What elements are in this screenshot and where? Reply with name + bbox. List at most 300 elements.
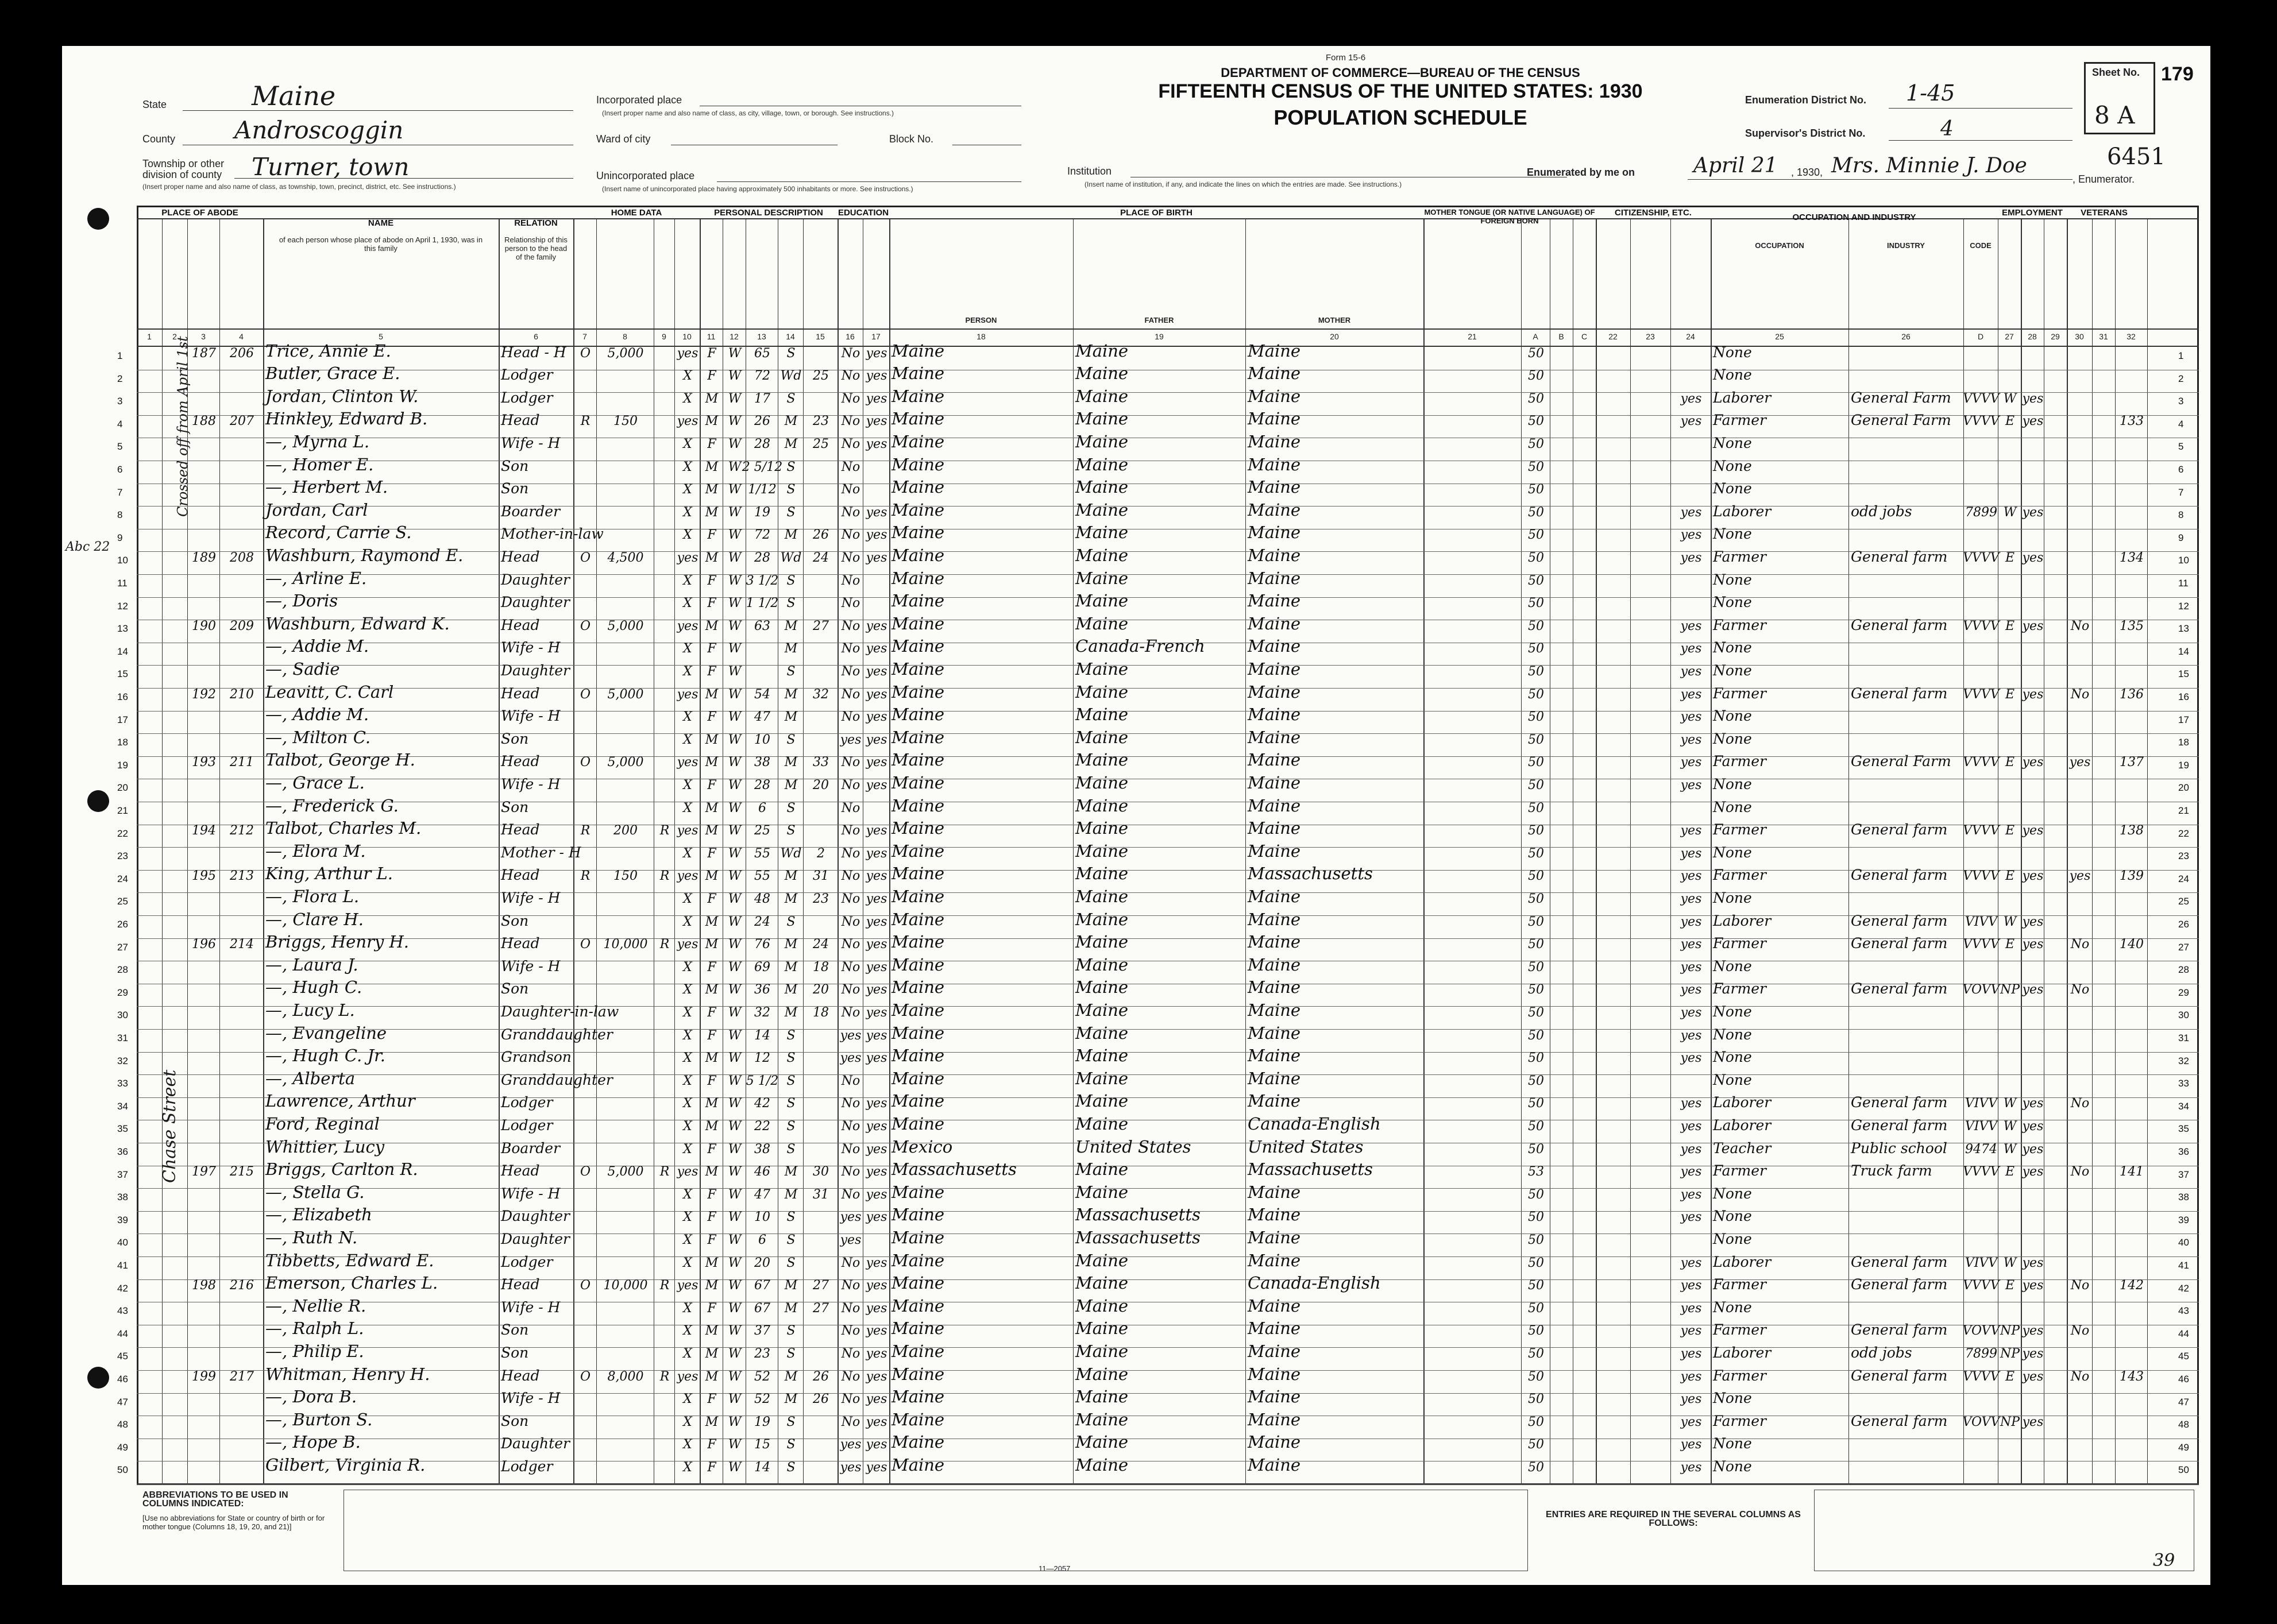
cell-fpob: Maine xyxy=(1075,1250,1129,1270)
cell-sch: No xyxy=(841,1369,860,1384)
cell-read: yes xyxy=(866,1460,887,1475)
cell-read: yes xyxy=(866,755,887,770)
table-row xyxy=(62,886,2210,908)
cell-farm: X xyxy=(683,891,692,906)
cell-farm: X xyxy=(683,1119,692,1134)
cell-sex: F xyxy=(707,528,716,543)
cell-mpob: Maine xyxy=(1248,1227,1301,1247)
cell-cls xyxy=(2000,658,2020,681)
line-number: 40 xyxy=(2178,1237,2189,1248)
cell-own xyxy=(576,477,595,500)
cell-emp xyxy=(2023,1181,2043,1204)
cell-am: 18 xyxy=(813,1005,829,1020)
cell-pob: Maine xyxy=(891,932,945,952)
cell-race: W xyxy=(728,346,742,361)
table-row xyxy=(62,1295,2210,1318)
cell-ms: S xyxy=(786,1255,796,1270)
cell-fpob: Maine xyxy=(1075,591,1129,611)
cell-fpob: Maine xyxy=(1075,545,1129,565)
cell-cls xyxy=(2000,772,2020,795)
cell-radio xyxy=(656,1091,673,1113)
cell-pob: Maine xyxy=(891,1341,945,1361)
cell-vet xyxy=(2069,818,2091,841)
cell-farm: X xyxy=(683,846,692,861)
cell-sex: M xyxy=(705,1369,719,1384)
cell-sex: M xyxy=(705,1346,719,1361)
cell-eng: yes xyxy=(1680,1278,1702,1293)
cell-fs xyxy=(2117,1295,2146,1318)
column-number: 17 xyxy=(871,332,881,341)
cell-own xyxy=(576,999,595,1022)
cell-sch: No xyxy=(841,641,860,656)
cell-am: 31 xyxy=(813,1187,829,1202)
cell-ocode: VVVV xyxy=(1963,755,2000,770)
cell-dw xyxy=(190,772,218,795)
cell-fs xyxy=(2117,1091,2146,1113)
cell-mpob: Maine xyxy=(1248,1068,1301,1088)
cell-read: yes xyxy=(866,778,887,792)
cell-fam xyxy=(222,1136,262,1159)
cell-am: 33 xyxy=(813,755,829,770)
cell-dw xyxy=(190,704,218,727)
cell-vet xyxy=(2069,1136,2091,1159)
cell-farm: X xyxy=(683,1324,692,1339)
cell-read: yes xyxy=(866,1119,887,1134)
cell-sch: No xyxy=(841,914,860,929)
cell-sch: No xyxy=(841,1165,860,1180)
column-number: 25 xyxy=(1775,332,1784,341)
cell-ocode xyxy=(1966,726,1997,749)
column-number: 32 xyxy=(2127,332,2136,341)
cell-own xyxy=(576,1386,595,1409)
cell-sex: F xyxy=(707,1028,716,1043)
cell-val xyxy=(599,1432,653,1455)
table-row xyxy=(62,385,2210,408)
cell-emp xyxy=(2023,431,2043,454)
cell-mpob: Maine xyxy=(1248,364,1301,384)
cell-rel: Head xyxy=(501,1162,540,1180)
footer-entries-block xyxy=(1814,1490,2194,1571)
cell-rel: Head - H xyxy=(501,343,566,361)
cell-own: O xyxy=(580,1369,591,1384)
cell-sex: M xyxy=(705,391,719,406)
cell-mpob: Maine xyxy=(1248,1205,1301,1225)
cell-own xyxy=(576,590,595,613)
cell-emp xyxy=(2023,340,2043,363)
cell-vet xyxy=(2069,908,2091,931)
cell-sex: F xyxy=(707,1437,716,1452)
cell-eng: yes xyxy=(1680,1301,1702,1316)
cell-ind xyxy=(1851,1204,1962,1227)
cell-occ: Farmer xyxy=(1713,1412,1766,1429)
cell-sex: M xyxy=(705,755,719,770)
cell-mpob: Canada-English xyxy=(1248,1113,1381,1134)
cell-emp xyxy=(2023,1204,2043,1227)
cell-radio xyxy=(656,1409,673,1432)
cell-age: 1 1/2 xyxy=(746,596,779,611)
cell-emp xyxy=(2023,795,2043,818)
cell-sch: No xyxy=(841,983,860,997)
cell-age: 63 xyxy=(754,618,770,633)
cell-am: 20 xyxy=(813,778,829,792)
line-number: 46 xyxy=(2178,1374,2189,1385)
cell-pob: Maine xyxy=(891,454,945,474)
cell-code: 50 xyxy=(1528,755,1544,770)
cell-rel: Son xyxy=(501,1321,529,1339)
cell-fam xyxy=(222,363,262,386)
cell-fs xyxy=(2117,795,2146,818)
table-row xyxy=(62,431,2210,454)
cell-fs xyxy=(2117,340,2146,363)
cell-vet xyxy=(2069,340,2091,363)
cell-occ: None xyxy=(1713,1003,1752,1020)
cell-ms: M xyxy=(784,1392,798,1407)
cell-vet xyxy=(2069,385,2091,408)
cell-code: 50 xyxy=(1528,1392,1544,1407)
cell-dw xyxy=(190,726,218,749)
footer-abbrev-block xyxy=(344,1490,1528,1571)
cell-dw: 194 xyxy=(192,823,216,838)
cell-occ: None xyxy=(1713,639,1752,656)
cell-age: 2 5/12 xyxy=(742,459,783,474)
cell-mpob: Maine xyxy=(1248,341,1301,361)
cell-ind xyxy=(1851,886,1962,908)
table-row xyxy=(62,1454,2210,1477)
cell-emp: yes xyxy=(2022,1119,2044,1134)
cell-rel: Daughter xyxy=(501,594,570,611)
cell-fs xyxy=(2117,886,2146,908)
cell-vet xyxy=(2069,726,2091,749)
cell-emp xyxy=(2023,1068,2043,1091)
cell-sch: No xyxy=(841,1301,860,1316)
cell-name: —, Herbert M. xyxy=(265,477,388,497)
cell-pob: Maine xyxy=(891,1091,945,1111)
cell-farm: yes xyxy=(677,755,698,770)
cell-radio xyxy=(656,1227,673,1250)
cell-age: 12 xyxy=(754,1051,770,1066)
cell-fs xyxy=(2117,1022,2146,1045)
cell-farm: X xyxy=(683,960,692,975)
cell-fam: 208 xyxy=(230,550,254,565)
cell-vet xyxy=(2069,1386,2091,1409)
cell-eng xyxy=(1673,795,1709,818)
column-number: 26 xyxy=(1901,332,1911,341)
line-number: 35 xyxy=(2178,1123,2189,1135)
cell-dw xyxy=(190,1045,218,1068)
table-row xyxy=(62,499,2210,522)
cell-pob: Maine xyxy=(891,1250,945,1270)
line-number: 44 xyxy=(2178,1328,2189,1339)
cell-read: yes xyxy=(866,1028,887,1043)
cell-own xyxy=(576,363,595,386)
cell-vet xyxy=(2069,544,2091,567)
line-number: 21 xyxy=(2178,805,2189,816)
column-number: D xyxy=(1977,332,1984,341)
line-number: 14 xyxy=(2178,645,2189,657)
supervisor-value: 4 xyxy=(1940,117,1954,141)
cell-fam xyxy=(222,658,262,681)
cell-read: yes xyxy=(866,846,887,861)
cell-emp xyxy=(2023,840,2043,863)
cell-mpob: Maine xyxy=(1248,477,1301,497)
cell-own xyxy=(576,1318,595,1341)
cell-ms: S xyxy=(786,1119,796,1134)
township-label: Township or other division of county xyxy=(142,158,225,180)
cell-ocode: VVVV xyxy=(1963,1278,2000,1293)
cell-mpob: Maine xyxy=(1248,409,1301,429)
cell-sex: M xyxy=(705,1324,719,1339)
cell-mpob: Maine xyxy=(1248,886,1301,906)
cell-cls xyxy=(2000,1386,2020,1409)
cell-own xyxy=(576,726,595,749)
cell-dw xyxy=(190,658,218,681)
cell-radio xyxy=(656,1136,673,1159)
cell-mpob: Maine xyxy=(1248,1046,1301,1066)
cell-name: Leavitt, C. Carl xyxy=(265,682,394,702)
cell-race: W xyxy=(728,664,742,679)
cell-mpob: Maine xyxy=(1248,795,1301,815)
cell-own xyxy=(576,1409,595,1432)
cell-cls xyxy=(2000,477,2020,500)
cell-ocode xyxy=(1966,363,1997,386)
cell-emp xyxy=(2023,1432,2043,1455)
line-number: 47 xyxy=(117,1396,128,1408)
cell-ind xyxy=(1851,1295,1962,1318)
cell-ms: S xyxy=(786,1051,796,1066)
cell-ind xyxy=(1851,1068,1962,1091)
cell-vet xyxy=(2069,1227,2091,1250)
ward-label: Ward of city xyxy=(596,133,651,145)
cell-vet xyxy=(2069,658,2091,681)
cell-ocode: VVVV xyxy=(1963,687,2000,702)
cell-ocode xyxy=(1966,567,1997,590)
cell-sex: M xyxy=(705,914,719,929)
cell-mpob: Maine xyxy=(1248,1409,1301,1429)
cell-ocode xyxy=(1966,522,1997,545)
cell-dw xyxy=(190,1204,218,1227)
cell-age: 32 xyxy=(754,1005,770,1020)
cell-occ: Farmer xyxy=(1713,753,1766,770)
cell-rel: Granddaughter xyxy=(501,1071,613,1088)
cell-ms: S xyxy=(786,1142,796,1157)
cell-am: 26 xyxy=(813,1369,829,1384)
cell-sch: No xyxy=(841,528,860,543)
line-number: 23 xyxy=(2178,850,2189,862)
cell-am: 27 xyxy=(813,1301,829,1316)
cell-am xyxy=(805,658,836,681)
cell-emp: yes xyxy=(2022,983,2044,997)
cell-rel: Son xyxy=(501,798,529,815)
cell-race: W xyxy=(728,1301,742,1316)
cell-mpob: Maine xyxy=(1248,1387,1301,1407)
cell-eng: yes xyxy=(1680,869,1702,884)
cell-own xyxy=(576,1204,595,1227)
table-row xyxy=(62,1068,2210,1091)
cell-rel: Daughter-in-law xyxy=(501,1003,619,1020)
cell-cls: E xyxy=(2005,1165,2015,1180)
cell-sex: F xyxy=(707,710,716,725)
cell-read: yes xyxy=(866,687,887,702)
cell-fs: 139 xyxy=(2120,869,2144,884)
cell-farm: yes xyxy=(677,1369,698,1384)
cell-rel: Lodger xyxy=(501,366,553,384)
cell-val xyxy=(599,1454,653,1477)
line-number: 50 xyxy=(117,1464,128,1476)
cell-farm: X xyxy=(683,1142,692,1157)
cell-race: W xyxy=(728,1392,742,1407)
cell-age: 38 xyxy=(754,1142,770,1157)
cell-ocode: VVVV xyxy=(1963,391,2000,406)
cell-sex: M xyxy=(705,801,719,815)
cell-read: yes xyxy=(866,1278,887,1293)
cell-vet xyxy=(2069,795,2091,818)
cell-own xyxy=(576,1091,595,1113)
cell-emp xyxy=(2023,954,2043,977)
cell-ms: S xyxy=(786,1437,796,1452)
cell-race: W xyxy=(728,1096,742,1111)
line-number: 36 xyxy=(117,1146,128,1157)
cell-emp: yes xyxy=(2022,1165,2044,1180)
cell-cls xyxy=(2000,840,2020,863)
cell-fpob: Maine xyxy=(1075,909,1129,929)
line-number: 4 xyxy=(2178,418,2184,430)
cell-emp xyxy=(2023,1022,2043,1045)
cell-cls: E xyxy=(2005,687,2015,702)
cell-pob: Maine xyxy=(891,750,945,770)
cell-ms: S xyxy=(786,346,796,361)
cell-pob: Maine xyxy=(891,1205,945,1225)
table-row xyxy=(62,1318,2210,1341)
cell-own xyxy=(576,908,595,931)
cell-age: 25 xyxy=(754,823,770,838)
cell-occ: Farmer xyxy=(1713,412,1766,429)
cell-ms: M xyxy=(784,983,798,997)
cell-code: 50 xyxy=(1528,1369,1544,1384)
cell-ocode: VIVV xyxy=(1965,1096,1998,1111)
cell-age: 65 xyxy=(754,346,770,361)
cell-age: 20 xyxy=(754,1255,770,1270)
cell-age: 17 xyxy=(754,391,770,406)
column-number: 23 xyxy=(1646,332,1655,341)
cell-dw xyxy=(190,1136,218,1159)
cell-dw xyxy=(190,1409,218,1432)
cell-pob: Maine xyxy=(891,545,945,565)
cell-sex: M xyxy=(705,618,719,633)
cell-fs xyxy=(2117,477,2146,500)
cell-fs xyxy=(2117,1136,2146,1159)
cell-sch: yes xyxy=(840,1437,862,1452)
cell-code: 50 xyxy=(1528,528,1544,543)
cell-fs xyxy=(2117,454,2146,477)
cell-ocode: VIVV xyxy=(1965,914,1998,929)
cell-sex: F xyxy=(707,1005,716,1020)
cell-dw xyxy=(190,431,218,454)
line-number: 19 xyxy=(2178,759,2189,771)
cell-age: 38 xyxy=(754,755,770,770)
cell-emp: yes xyxy=(2022,550,2044,565)
cell-mpob: Canada-English xyxy=(1248,1273,1381,1293)
cell-radio xyxy=(656,704,673,727)
cell-race: W xyxy=(728,1255,742,1270)
cell-vet xyxy=(2069,1432,2091,1455)
cell-eng: yes xyxy=(1680,1028,1702,1043)
cell-eng: yes xyxy=(1680,528,1702,543)
cell-sex: M xyxy=(705,1414,719,1429)
cell-read: yes xyxy=(866,1096,887,1111)
line-number: 44 xyxy=(117,1328,128,1339)
cell-pob: Maine xyxy=(891,1273,945,1293)
cell-fs xyxy=(2117,1318,2146,1341)
cell-sex: F xyxy=(707,960,716,975)
cell-emp xyxy=(2023,454,2043,477)
cell-race: W xyxy=(728,1073,742,1088)
cell-vet xyxy=(2069,999,2091,1022)
cell-farm: X xyxy=(683,573,692,588)
cell-radio xyxy=(656,613,673,636)
table-row xyxy=(62,931,2210,954)
cell-fam xyxy=(222,886,262,908)
cell-emp: yes xyxy=(2022,1142,2044,1157)
cell-rel: Daughter xyxy=(501,1208,570,1225)
line-number: 4 xyxy=(117,418,123,430)
cell-fpob: Maine xyxy=(1075,568,1129,588)
township-note: (Insert proper name and also name of class, as township, town, precinct, district, etc. See instructions.) xyxy=(142,183,456,191)
cell-own xyxy=(576,886,595,908)
cell-fs xyxy=(2117,840,2146,863)
township-value: Turner, town xyxy=(252,153,410,181)
cell-farm: X xyxy=(683,436,692,451)
cell-own: O xyxy=(580,1278,591,1293)
cell-ind xyxy=(1851,522,1962,545)
cell-radio: R xyxy=(659,1165,670,1180)
cell-read xyxy=(865,1068,888,1091)
cell-own: R xyxy=(580,414,591,429)
cell-occ: Farmer xyxy=(1713,1367,1766,1384)
cell-val xyxy=(599,454,653,477)
cell-eng: yes xyxy=(1680,1119,1702,1134)
cell-fs: 136 xyxy=(2120,687,2144,702)
cell-am xyxy=(805,454,836,477)
cell-read: yes xyxy=(866,1142,887,1157)
cell-am: 32 xyxy=(813,687,829,702)
cell-pob: Maine xyxy=(891,1227,945,1247)
sheet-label: Sheet No. xyxy=(2092,67,2140,78)
column-number: 13 xyxy=(757,332,766,341)
cell-rel: Lodger xyxy=(501,389,553,406)
cell-name: —, Stella G. xyxy=(265,1182,365,1202)
column-number: 29 xyxy=(2051,332,2060,341)
cell-mpob: Maine xyxy=(1248,386,1301,406)
cell-eng: yes xyxy=(1680,891,1702,906)
line-number: 29 xyxy=(2178,987,2189,998)
cell-pob: Maine xyxy=(891,1409,945,1429)
cell-vet xyxy=(2069,704,2091,727)
cell-fam xyxy=(222,1113,262,1136)
cell-pob: Maine xyxy=(891,1318,945,1339)
column-number: 21 xyxy=(1468,332,1477,341)
table-row xyxy=(62,1091,2210,1113)
cell-own xyxy=(576,1068,595,1091)
cell-farm: X xyxy=(683,983,692,997)
cell-age: 47 xyxy=(754,1187,770,1202)
cell-sch: No xyxy=(841,1119,860,1134)
cell-ocode: VOVV xyxy=(1962,1324,2000,1339)
cell-eng: yes xyxy=(1680,550,1702,565)
cell-radio xyxy=(656,567,673,590)
cell-sex: M xyxy=(705,823,719,838)
table-row xyxy=(62,363,2210,386)
line-number: 34 xyxy=(2178,1100,2189,1112)
